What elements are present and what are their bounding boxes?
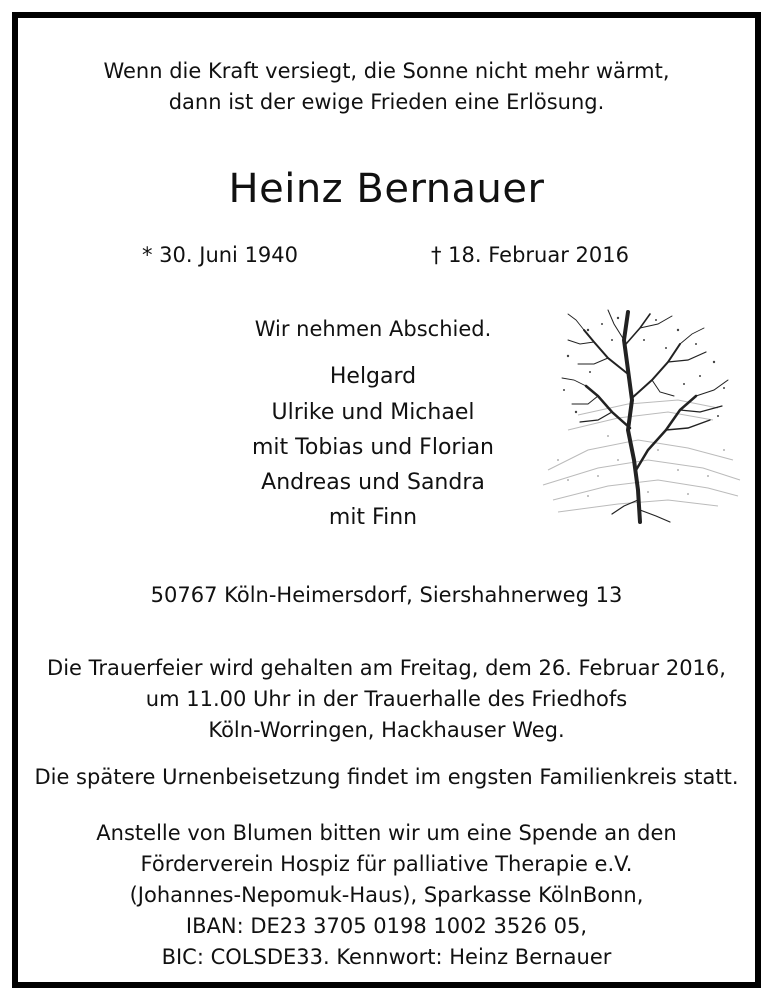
donation-line-2: Förderverein Hospiz für palliative Therapie e.V.: [140, 852, 633, 876]
family-member: mit Finn: [328, 505, 418, 530]
donation-line-3: (Johannes-Nepomuk-Haus), Sparkasse KölnBonn,: [129, 883, 644, 907]
donation-bic: BIC: COLSDE33. Kennwort: Heinz Bernauer: [161, 945, 612, 969]
address: 50767 Köln-Heimersdorf, Siershahnerweg 13: [150, 583, 623, 607]
family-member: mit Tobias und Florian: [252, 435, 494, 460]
ceremony-line-2: um 11.00 Uhr in der Trauerhalle des Friedhofs: [145, 687, 628, 711]
donation-line-1: Anstelle von Blumen bitten wir um eine Spende an den: [96, 821, 677, 845]
family-member: Andreas und Sandra: [261, 470, 485, 495]
ceremony-line-1: Die Trauerfeier wird gehalten am Freitag, dem 26. Februar 2016,: [47, 656, 726, 680]
obituary-notice: [12, 12, 761, 988]
birth-date: * 30. Juni 1940: [142, 243, 299, 267]
tree-icon: [528, 300, 748, 540]
donation-iban: IBAN: DE23 3705 0198 1002 3526 05,: [185, 914, 588, 938]
ceremony-line-3: Köln-Worringen, Hackhauser Weg.: [208, 718, 565, 742]
family-block: [198, 316, 548, 531]
deceased-name: Heinz Bernauer: [228, 166, 545, 212]
motto-line-2: dann ist der ewige Frieden eine Erlösung.: [168, 90, 605, 114]
family-member: Helgard: [329, 364, 417, 389]
motto-line-1: Wenn die Kraft versiegt, die Sonne nicht mehr wärmt,: [103, 59, 670, 83]
farewell-text: Wir nehmen Abschied.: [254, 317, 492, 341]
family-member: Ulrike und Michael: [271, 400, 475, 425]
death-date: † 18. Februar 2016: [431, 243, 629, 267]
burial-note: Die spätere Urnenbeisetzung findet im engsten Familienkreis statt.: [34, 765, 739, 789]
